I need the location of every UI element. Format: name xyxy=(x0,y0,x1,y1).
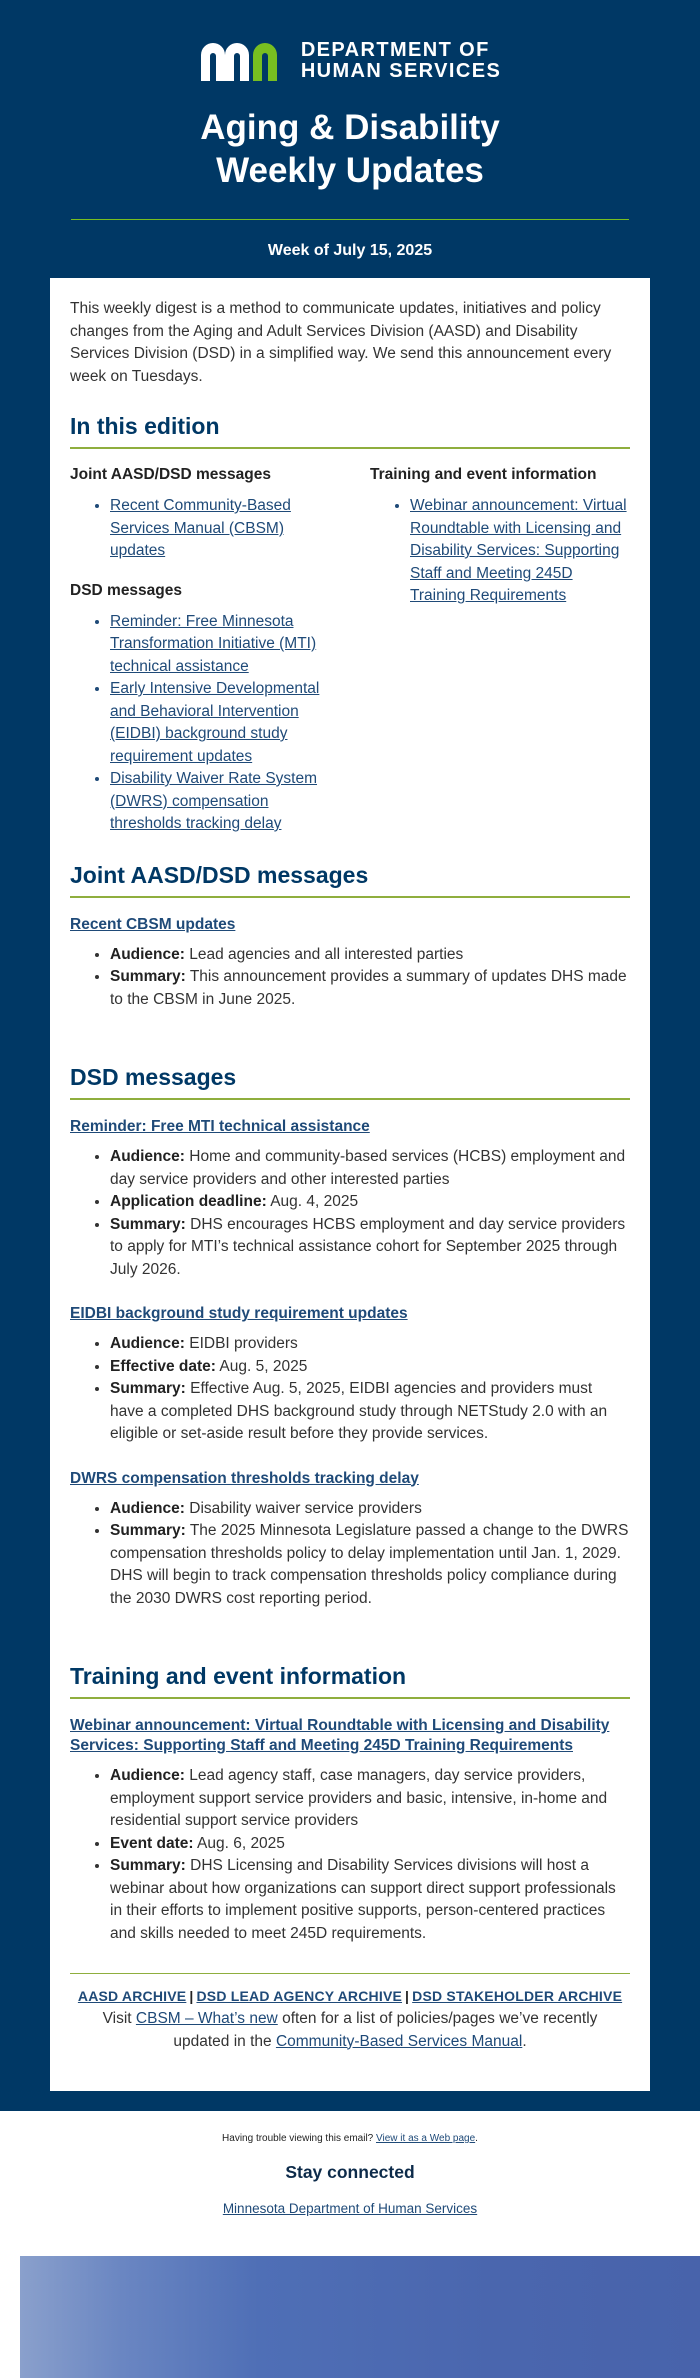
toc-dsd-list xyxy=(70,611,324,836)
toc-item xyxy=(110,678,324,768)
edition-toc xyxy=(70,465,630,854)
edition-heading: In this edition xyxy=(70,413,630,449)
dsd-lead-agency-archive-link[interactable]: DSD LEAD AGENCY ARCHIVE xyxy=(196,1988,403,2004)
archive-links xyxy=(70,1988,630,2004)
training-section-heading: Training and event information xyxy=(70,1663,630,1699)
toc-dsd-heading: DSD messages xyxy=(70,581,183,599)
toc-joint-list xyxy=(70,495,324,563)
title-line-2: Weekly Updates xyxy=(216,151,484,190)
toc-item xyxy=(110,611,324,679)
detail-label: Summary: xyxy=(110,1857,186,1874)
detail-label: Application deadline: xyxy=(110,1193,267,1210)
trouble-viewing-text: Having trouble viewing this email? View it as a Web page. xyxy=(222,2133,478,2144)
separator: | xyxy=(405,1988,410,2004)
detail-list xyxy=(70,1498,630,1611)
toc-link-cbsm[interactable]: Recent Community-Based Services Manual (CBSM) updates xyxy=(110,497,291,559)
cbsm-whats-new-link[interactable]: CBSM – What’s new xyxy=(135,2010,278,2027)
detail-label: Summary: xyxy=(110,968,186,985)
toc-link-webinar[interactable]: Webinar announcement: Virtual Roundtable with Licensing and Disability Services: Supporting Staff and Meeting 245D Training Requirements xyxy=(410,497,627,604)
detail-label: Summary: xyxy=(110,1215,186,1233)
detail-list xyxy=(70,1146,630,1281)
detail-label: Audience: xyxy=(110,1335,185,1352)
page-title xyxy=(0,106,700,192)
stay-connected-heading: Stay connected xyxy=(285,2162,415,2182)
detail-item xyxy=(110,1356,630,1379)
detail-text: Lead agencies and all interested parties xyxy=(189,945,464,963)
detail-item xyxy=(110,1498,630,1521)
toc-link-dwrs[interactable]: Disability Waiver Rate System (DWRS) compensation thresholds tracking delay xyxy=(110,770,318,832)
detail-item xyxy=(110,1520,630,1610)
detail-label: Audience: xyxy=(110,1499,185,1517)
content-card xyxy=(50,278,650,2091)
toc-item xyxy=(410,495,630,608)
detail-text: Home and community-based services (HCBS) employment and day service providers and other interested parties xyxy=(110,1148,626,1188)
toc-right-column xyxy=(350,465,630,854)
detail-item xyxy=(110,1333,630,1356)
toc-item xyxy=(110,495,324,563)
detail-text: DHS encourages HCBS employment and day service providers to apply for MTI’s technical assistance cohort for September 2025 through July 2026. xyxy=(110,1215,626,1278)
detail-text: DHS Licensing and Disability Services divisions will host a webinar about how organizations can support direct support professionals in their efforts to implement positive supports, person-centered practices and skills needed to meet 245D requirements. xyxy=(110,1857,616,1942)
mn-dhs-link[interactable]: Minnesota Department of Human Services xyxy=(222,2201,478,2216)
toc-training-list xyxy=(370,495,630,608)
email-footer xyxy=(0,2111,700,2378)
toc-joint-heading: Joint AASD/DSD messages xyxy=(70,466,271,483)
detail-label: Audience: xyxy=(110,945,185,963)
detail-list xyxy=(70,944,630,1012)
view-web-page-link[interactable]: View it as a Web page xyxy=(376,2133,476,2144)
logo-wordmark xyxy=(301,40,501,82)
detail-text: Effective Aug. 5, 2025, EIDBI agencies and providers must have a completed DHS background study through NETStudy 2.0 with an eligible or set-aside result before they provide services. xyxy=(110,1380,608,1442)
detail-item xyxy=(110,1378,630,1446)
item-title-webinar[interactable]: Webinar announcement: Virtual Roundtable with Licensing and Disability Services: Supporting Staff and Meeting 245D Training Requirements xyxy=(70,1717,610,1754)
title-divider xyxy=(71,219,629,220)
visit-text: Visit CBSM – What’s new often for a list of policies/pages we’ve recently updated in the Community-Based Services Manual. xyxy=(102,2010,598,2050)
title-line-1: Aging & Disability xyxy=(200,108,500,147)
detail-list xyxy=(70,1333,630,1446)
logo-line-1: DEPARTMENT OF xyxy=(300,39,490,61)
detail-label: Summary: xyxy=(110,1522,186,1539)
detail-text: Lead agency staff, case managers, day service providers, employment support service providers and basic, intensive, in-home and residential support service providers xyxy=(110,1767,608,1829)
item-title-dwrs[interactable]: DWRS compensation thresholds tracking delay xyxy=(70,1469,419,1487)
detail-text: This announcement provides a summary of updates DHS made to the CBSM in June 2025. xyxy=(110,968,627,1008)
detail-item xyxy=(110,1214,630,1282)
toc-item xyxy=(110,768,324,836)
footer-divider xyxy=(70,1973,630,1974)
detail-label: Audience: xyxy=(110,1148,185,1165)
detail-label: Summary: xyxy=(110,1380,186,1397)
mn-logo-icon xyxy=(199,41,289,81)
item-title-mti[interactable]: Reminder: Free MTI technical assistance xyxy=(70,1118,370,1135)
detail-text: Disability waiver service providers xyxy=(189,1499,422,1517)
detail-label: Audience: xyxy=(110,1767,185,1784)
detail-item xyxy=(110,1833,630,1856)
week-date: Week of July 15, 2025 xyxy=(267,242,433,259)
detail-text: Aug. 6, 2025 xyxy=(197,1834,285,1852)
detail-item xyxy=(110,1855,630,1945)
dsd-section-heading: DSD messages xyxy=(70,1064,630,1100)
toc-training-heading: Training and event information xyxy=(370,466,597,483)
detail-text: The 2025 Minnesota Legislature passed a change to the DWRS compensation thresholds policy to delay implementation until Jan. 1, 2029. DHS will begin to track compensation thresholds policy compliance during the 2030 DWRS cost reporting period. xyxy=(110,1522,629,1607)
item-title-eidbi[interactable]: EIDBI background study requirement updates xyxy=(70,1305,408,1322)
joint-section-heading: Joint AASD/DSD messages xyxy=(70,862,630,898)
detail-text: Aug. 4, 2025 xyxy=(270,1193,359,1210)
detail-item xyxy=(110,1191,630,1214)
detail-label: Effective date: xyxy=(110,1357,216,1375)
detail-item xyxy=(110,1765,630,1833)
bottom-banner xyxy=(20,2256,700,2378)
detail-text: Aug. 5, 2025 xyxy=(219,1357,308,1375)
separator: | xyxy=(189,1988,194,2004)
intro-text: This weekly digest is a method to communicate updates, initiatives and policy changes from the Aging and Adult Services Division (AASD) and Disability Services Division (DSD) in a simplified way. We send this announcement every week on Tuesdays. xyxy=(70,300,612,385)
detail-label: Event date: xyxy=(110,1834,194,1852)
toc-link-eidbi[interactable]: Early Intensive Developmental and Behavioral Intervention (EIDBI) background study requirement updates xyxy=(110,680,320,765)
detail-list xyxy=(70,1765,630,1945)
org-link-wrap xyxy=(0,2201,700,2216)
logo-line-2: HUMAN SERVICES xyxy=(300,60,502,82)
detail-item xyxy=(110,944,630,967)
toc-link-mti[interactable]: Reminder: Free Minnesota Transformation Initiative (MTI) technical assistance xyxy=(110,612,317,675)
cbsm-manual-link[interactable]: Community-Based Services Manual xyxy=(275,2032,523,2050)
dhs-logo xyxy=(0,38,700,84)
detail-item xyxy=(110,1146,630,1191)
item-title-cbsm[interactable]: Recent CBSM updates xyxy=(70,915,236,933)
detail-text: EIDBI providers xyxy=(189,1335,298,1352)
toc-left-column xyxy=(70,465,350,854)
detail-item xyxy=(110,966,630,1011)
aasd-archive-link[interactable]: AASD ARCHIVE xyxy=(77,1988,187,2004)
dsd-stakeholder-archive-link[interactable]: DSD STAKEHOLDER ARCHIVE xyxy=(412,1988,623,2004)
